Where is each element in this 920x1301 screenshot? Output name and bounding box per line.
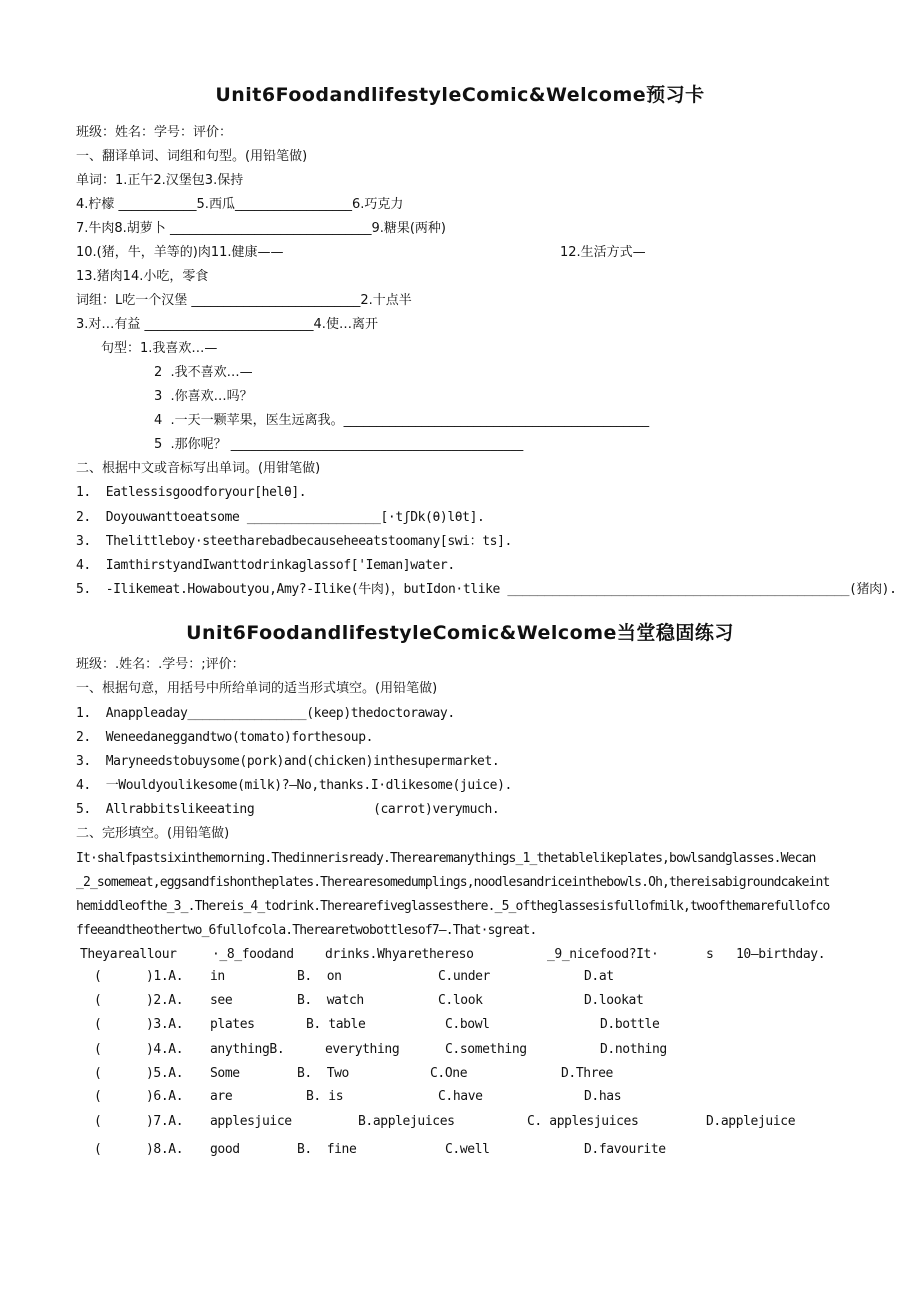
option-a: plates [210, 1017, 255, 1032]
option-number: ( )2.A. [94, 993, 184, 1008]
word-line: 单词：1.正午2.汉堡包3.保持 [76, 173, 244, 188]
phrase-line: 3.对…有益 __________________________4.使…离开 [76, 317, 378, 332]
option-c: C.something [445, 1042, 527, 1057]
part2-item: 1. Eatlessisgoodforyour[helθ]. [76, 485, 307, 500]
option-number: ( )6.A. [94, 1089, 184, 1104]
option-b: B. Two [297, 1066, 349, 1081]
fill-item: 1. Anappleaday________________(keep)thedoctoraway. [76, 706, 455, 721]
passage-fragment: s [706, 947, 714, 962]
practice-info: 班级：.姓名：.学号：;评价： [76, 657, 245, 672]
fill-item: 3. Maryneedstobuysome(pork)and(chicken)inthesupermarket. [76, 754, 500, 769]
option-c: C.One [430, 1066, 468, 1081]
option-a: good [210, 1142, 240, 1157]
option-b: B. watch [297, 993, 364, 1008]
sentence-line: 3 .你喜欢…吗？ [154, 389, 253, 404]
part2-item: 5. -Ilikemeat.Howaboutyou,Amy?-Ilike(牛肉)，butIdon·tlike ______________________________________________(猪肉). [76, 582, 897, 597]
passage-line: _2_somemeat,eggsandfishontheplates.Therearesomedumplings,noodlesandriceinthebowls.Oh,thereisabigroundcakeint [76, 875, 830, 890]
practice-part2-heading: 二、完形填空。(用铅笔做) [76, 826, 230, 841]
option-b: B. fine [297, 1142, 357, 1157]
word-line: 12.生活方式— [560, 245, 646, 260]
option-a: see [210, 993, 233, 1008]
option-b: B. on [297, 969, 342, 984]
practice-part1-heading: 一、根据句意，用括号中所给单词的适当形式填空。(用铅笔做) [76, 681, 438, 696]
option-b: B. table [306, 1017, 366, 1032]
option-number: ( )7.A. [94, 1114, 184, 1129]
word-line: 7.牛肉8.胡萝卜 _______________________________9.糖果(两种) [76, 221, 446, 236]
option-a: applesjuice [210, 1114, 292, 1129]
option-c: C.well [445, 1142, 490, 1157]
option-d: D.bottle [600, 1017, 660, 1032]
option-a: in [210, 969, 225, 984]
passage-fragment: Theyareallour [80, 947, 177, 962]
sentence-line: 句型：1.我喜欢…— [101, 341, 218, 356]
option-number: ( )5.A. [94, 1066, 184, 1081]
option-d: D.at [584, 969, 614, 984]
option-a: anythingB. [210, 1042, 285, 1057]
passage-line: It·shalfpastsixinthemorning.Thedinnerisready.Therearemanythings_1_thetablelikeplates,bowlsandglasses.Wecan [76, 851, 816, 866]
fill-item: 2. Weneedaneggandtwo(tomato)forthesoup. [76, 730, 374, 745]
preview-title: Unit6FoodandlifestyleComic&Welcome预习卡 [215, 84, 705, 106]
sentence-line: 4 .一天一颗苹果，医生远离我。_______________________________________________ [154, 413, 650, 428]
option-a: Some [210, 1066, 240, 1081]
part2-item: 3. Thelittleboy·steetharebadbecauseheeatstoomany[swi：ts]. [76, 534, 512, 549]
word-line: 13.猪肉14.小吃，零食 [76, 269, 209, 284]
option-b: B.applejuices [358, 1114, 455, 1129]
option-c: C.have [438, 1089, 483, 1104]
fill-item: 4. 一Wouldyoulikesome(milk)?—No,thanks.I·dlikesome(juice). [76, 778, 512, 793]
word-line: 4.柠檬 ____________5.西瓜__________________6.巧克力 [76, 197, 404, 212]
option-number: ( )3.A. [94, 1017, 184, 1032]
passage-line: hemiddleofthe_3_.Thereis_4_todrink.Therearefiveglassesthere._5_oftheglassesisfullofmilk,twoofthemarefullofco [76, 899, 830, 914]
option-d: D.nothing [600, 1042, 667, 1057]
option-c: C. applesjuices [527, 1114, 639, 1129]
part2-item: 4. IamthirstyandIwanttodrinkaglassof['Ieman]water. [76, 558, 455, 573]
preview-info: 班级：姓名：学号：评价： [76, 125, 233, 140]
passage-fragment: _9_nicefood?It· [547, 947, 659, 962]
option-d: D.lookat [584, 993, 644, 1008]
option-d: D.Three [561, 1066, 613, 1081]
option-d: D.has [584, 1089, 622, 1104]
preview-part2-heading: 二、根据中文或音标写出单词。(用钳笔做) [76, 461, 321, 476]
sentence-line: 5 .那你呢？ _____________________________________________ [154, 437, 524, 452]
word-line: 10.(猪，牛，羊等的)肉11.健康—— [76, 245, 284, 260]
practice-title: Unit6FoodandlifestyleComic&Welcome当堂稳固练习 [186, 622, 734, 644]
passage-fragment: 10—birthday. [736, 947, 826, 962]
option-d: D.favourite [584, 1142, 666, 1157]
option-number: ( )8.A. [94, 1142, 184, 1157]
option-b: B. is [306, 1089, 344, 1104]
option-c: C.look [438, 993, 483, 1008]
preview-part1-heading: 一、翻译单词、词组和句型。(用铅笔做) [76, 149, 308, 164]
passage-line: ffeeandtheothertwo_6fullofcola.Therearetwobottlesof7—.That·sgreat. [76, 923, 537, 938]
fill-item: 5. Allrabbitslikeeating (carrot)verymuch. [76, 802, 500, 817]
phrase-line: 词组：L吃一个汉堡 __________________________2.十点半 [76, 293, 412, 308]
option-b: everything [325, 1042, 400, 1057]
passage-fragment: drinks.Whyarethereso [325, 947, 474, 962]
option-c: C.bowl [445, 1017, 490, 1032]
option-d: D.applejuice [706, 1114, 796, 1129]
part2-item: 2. Doyouwanttoeatsome __________________[·tʃDk(θ)lθt]. [76, 510, 485, 525]
option-a: are [210, 1089, 233, 1104]
option-number: ( )1.A. [94, 969, 184, 984]
sentence-line: 2 .我不喜欢…— [154, 365, 253, 380]
passage-fragment: ·_8_foodand [212, 947, 294, 962]
option-number: ( )4.A. [94, 1042, 184, 1057]
option-c: C.under [438, 969, 490, 984]
